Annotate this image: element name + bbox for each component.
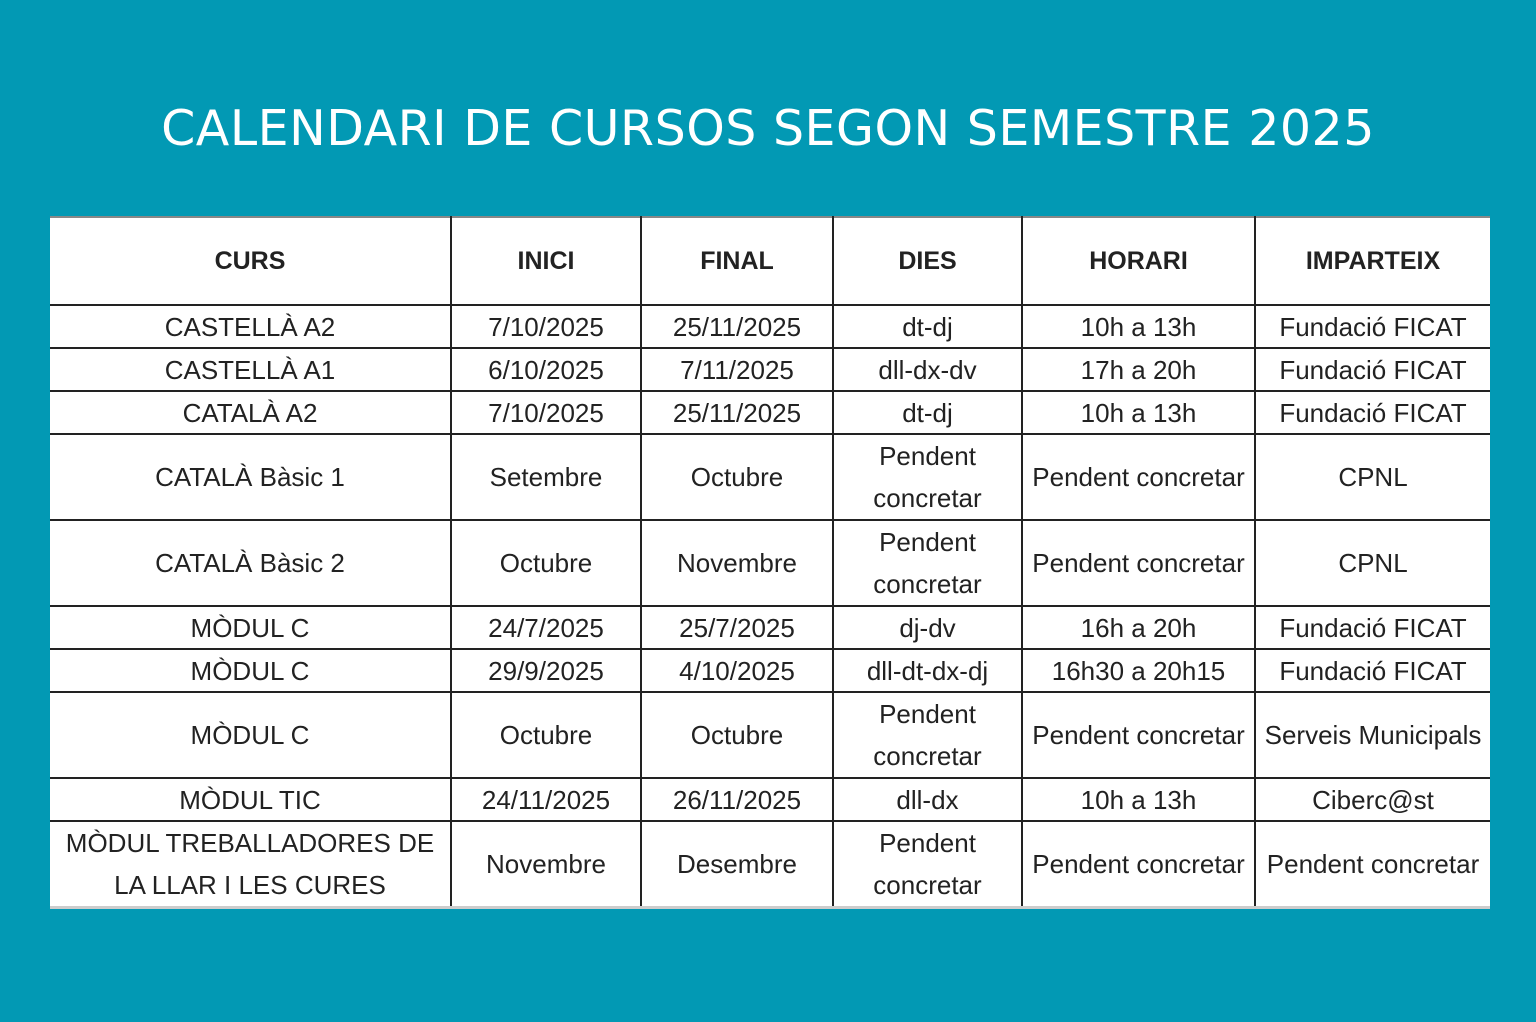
cell-final: Desembre	[641, 821, 833, 908]
cell-dies: Pendent concretar	[833, 692, 1022, 778]
cell-horari: 16h30 a 20h15	[1022, 649, 1255, 692]
table-row	[50, 391, 1490, 434]
table-row	[50, 692, 1490, 778]
cell-inici: 24/7/2025	[451, 606, 641, 649]
cell-dies: dll-dx	[833, 778, 1022, 821]
page-title: CALENDARI DE CURSOS SEGON SEMESTRE 2025	[161, 100, 1375, 157]
cell-imparteix: Fundació FICAT	[1255, 348, 1490, 391]
cell-dies: Pendent concretar	[833, 520, 1022, 606]
cell-final: Octubre	[641, 692, 833, 778]
column-header-dies: DIES	[833, 217, 1022, 305]
cell-inici: Novembre	[451, 821, 641, 908]
cell-imparteix: Fundació FICAT	[1255, 391, 1490, 434]
cell-final: Novembre	[641, 520, 833, 606]
cell-imparteix: Fundació FICAT	[1255, 606, 1490, 649]
cell-inici: Octubre	[451, 692, 641, 778]
table-header-row	[50, 217, 1490, 305]
cell-curs: CATALÀ Bàsic 2	[50, 520, 451, 606]
cell-curs: MÒDUL TIC	[50, 778, 451, 821]
cell-horari: 10h a 13h	[1022, 391, 1255, 434]
cell-dies: Pendent concretar	[833, 821, 1022, 908]
table-row	[50, 520, 1490, 606]
cell-imparteix: Fundació FICAT	[1255, 649, 1490, 692]
table-row	[50, 778, 1490, 821]
cell-inici: 29/9/2025	[451, 649, 641, 692]
cell-horari: 10h a 13h	[1022, 778, 1255, 821]
cell-horari: Pendent concretar	[1022, 821, 1255, 908]
cell-dies: dt-dj	[833, 305, 1022, 348]
cell-curs: CASTELLÀ A2	[50, 305, 451, 348]
cell-imparteix: Pendent concretar	[1255, 821, 1490, 908]
cell-final: 25/11/2025	[641, 305, 833, 348]
cell-imparteix: Ciberc@st	[1255, 778, 1490, 821]
cell-horari: 10h a 13h	[1022, 305, 1255, 348]
cell-inici: Octubre	[451, 520, 641, 606]
table-row	[50, 649, 1490, 692]
cell-curs: MÒDUL C	[50, 649, 451, 692]
table-row	[50, 821, 1490, 908]
courses-table	[50, 216, 1490, 909]
cell-inici: 7/10/2025	[451, 305, 641, 348]
cell-dies: dj-dv	[833, 606, 1022, 649]
cell-final: 7/11/2025	[641, 348, 833, 391]
cell-imparteix: Serveis Municipals	[1255, 692, 1490, 778]
cell-inici: 6/10/2025	[451, 348, 641, 391]
column-header-imparteix: IMPARTEIX	[1255, 217, 1490, 305]
table-row	[50, 348, 1490, 391]
cell-curs: CATALÀ A2	[50, 391, 451, 434]
cell-imparteix: CPNL	[1255, 520, 1490, 606]
cell-final: 25/7/2025	[641, 606, 833, 649]
cell-curs: MÒDUL TREBALLADORES DE LA LLAR I LES CURES	[50, 821, 451, 908]
cell-dies: dll-dt-dx-dj	[833, 649, 1022, 692]
cell-horari: 17h a 20h	[1022, 348, 1255, 391]
cell-final: 4/10/2025	[641, 649, 833, 692]
cell-curs: CASTELLÀ A1	[50, 348, 451, 391]
cell-horari: Pendent concretar	[1022, 520, 1255, 606]
column-header-horari: HORARI	[1022, 217, 1255, 305]
cell-horari: 16h a 20h	[1022, 606, 1255, 649]
column-header-inici: INICI	[451, 217, 641, 305]
cell-imparteix: Fundació FICAT	[1255, 305, 1490, 348]
table-row	[50, 305, 1490, 348]
cell-dies: dll-dx-dv	[833, 348, 1022, 391]
column-header-final: FINAL	[641, 217, 833, 305]
table-row	[50, 434, 1490, 520]
cell-final: 25/11/2025	[641, 391, 833, 434]
cell-curs: MÒDUL C	[50, 606, 451, 649]
cell-final: Octubre	[641, 434, 833, 520]
cell-inici: 7/10/2025	[451, 391, 641, 434]
cell-horari: Pendent concretar	[1022, 692, 1255, 778]
cell-curs: CATALÀ Bàsic 1	[50, 434, 451, 520]
column-header-curs: CURS	[50, 217, 451, 305]
table-row	[50, 606, 1490, 649]
cell-inici: Setembre	[451, 434, 641, 520]
cell-inici: 24/11/2025	[451, 778, 641, 821]
cell-curs: MÒDUL C	[50, 692, 451, 778]
cell-dies: Pendent concretar	[833, 434, 1022, 520]
cell-imparteix: CPNL	[1255, 434, 1490, 520]
cell-final: 26/11/2025	[641, 778, 833, 821]
cell-dies: dt-dj	[833, 391, 1022, 434]
cell-horari: Pendent concretar	[1022, 434, 1255, 520]
